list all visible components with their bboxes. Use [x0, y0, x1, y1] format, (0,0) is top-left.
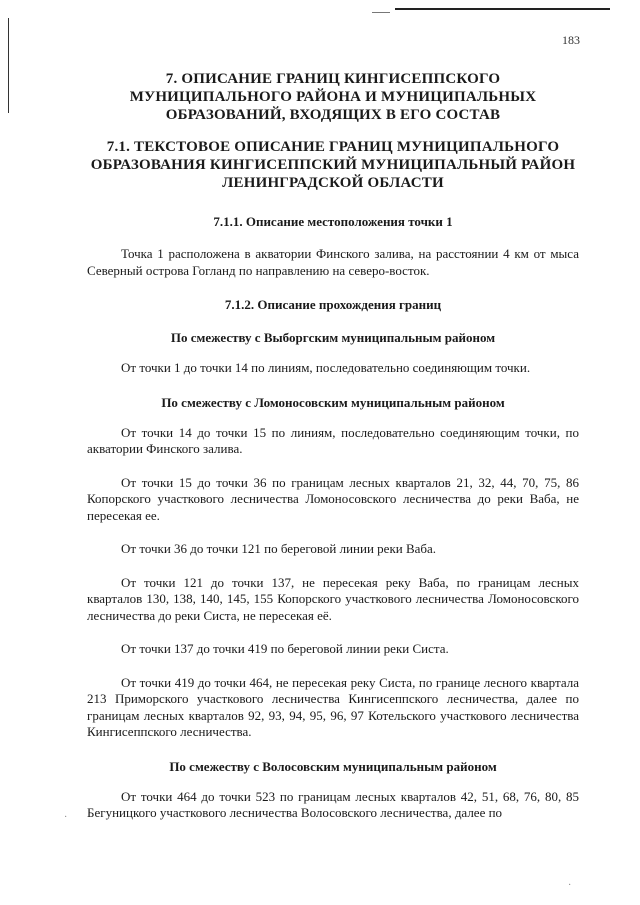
border-heading-vyborg: По смежеству с Выборгским муниципальным районом [170, 330, 496, 345]
subsection-heading-borders: 7.1.2. Описание прохождения границ [224, 297, 442, 312]
scan-artifact-top-line [395, 8, 610, 10]
document-body [87, 70, 579, 839]
border-heading-lomonosov: По смежеству с Ломоносовским муниципальным районом [161, 394, 505, 410]
paragraph-lomonosov-2: От точки 15 до точки 36 по границам лесных кварталов 21, 32, 44, 70, 75, 86 Копорского участкового лесничества Ломоносовского лесничества до реки Ваба, не пересекая ее. [87, 474, 579, 523]
scan-artifact-top-dash [372, 12, 390, 13]
border-heading-volosovo: По смежеству с Волосовским муниципальным районом [169, 758, 497, 774]
paragraph-lomonosov-6: От точки 419 до точки 464, не пересекая реку Систа, по границе лесного квартала 213 Приморского участкового лесничества Кингисеппского лесничества, далее по границам лесных кварталов 92, 93, 94, 95, 96, 97 Котельского участкового лесничества Кингисеппского лесничества. [87, 674, 579, 739]
scan-speck: · [64, 812, 68, 823]
subsection-heading-location: 7.1.1. Описание местоположения точки 1 [213, 214, 453, 229]
paragraph-lomonosov-3: От точки 36 до точки 121 по береговой линии реки Ваба. [121, 541, 437, 556]
scan-speck: · [568, 880, 572, 891]
paragraph-lomonosov-4: От точки 121 до точки 137, не пересекая реку Ваба, по границам лесных кварталов 130, 138, 140, 145, 155 Копорского участкового лесничества Ломоносовского лесничества до реки Систа, не пересекая её. [87, 574, 579, 623]
chapter-heading: 7. ОПИСАНИЕ ГРАНИЦ КИНГИСЕППСКОГО МУНИЦИПАЛЬНОГО РАЙОНА И МУНИЦИПАЛЬНЫХ ОБРАЗОВАНИЙ, ВХОДЯЩИХ В ЕГО СОСТАВ [129, 71, 537, 123]
page-number: 183 [562, 33, 580, 47]
paragraph-volosovo-1: От точки 464 до точки 523 по границам лесных кварталов 42, 51, 68, 76, 80, 85 Бегуницкого участкового лесничества Волосовского лесничества, далее по [87, 788, 579, 820]
paragraph-point-1: Точка 1 расположена в акватории Финского залива, на расстоянии 4 км от мыса Северный острова Гогланд по направлению на северо-восток. [87, 246, 579, 278]
paragraph-lomonosov-5: От точки 137 до точки 419 по береговой линии реки Систа. [121, 641, 449, 656]
paragraph-lomonosov-1: От точки 14 до точки 15 по линиям, последовательно соединяющим точки, по акватории Финского залива. [87, 424, 579, 456]
section-heading: 7.1. ТЕКСТОВОЕ ОПИСАНИЕ ГРАНИЦ МУНИЦИПАЛЬНОГО ОБРАЗОВАНИЯ КИНГИСЕППСКИЙ МУНИЦИПАЛЬНЫЙ РАЙОН ЛЕНИНГРАДСКОЙ ОБЛАСТИ [90, 139, 576, 191]
paragraph-vyborg: От точки 1 до точки 14 по линиям, последовательно соединяющим точки. [121, 360, 531, 375]
scan-artifact-left-line [8, 18, 9, 113]
